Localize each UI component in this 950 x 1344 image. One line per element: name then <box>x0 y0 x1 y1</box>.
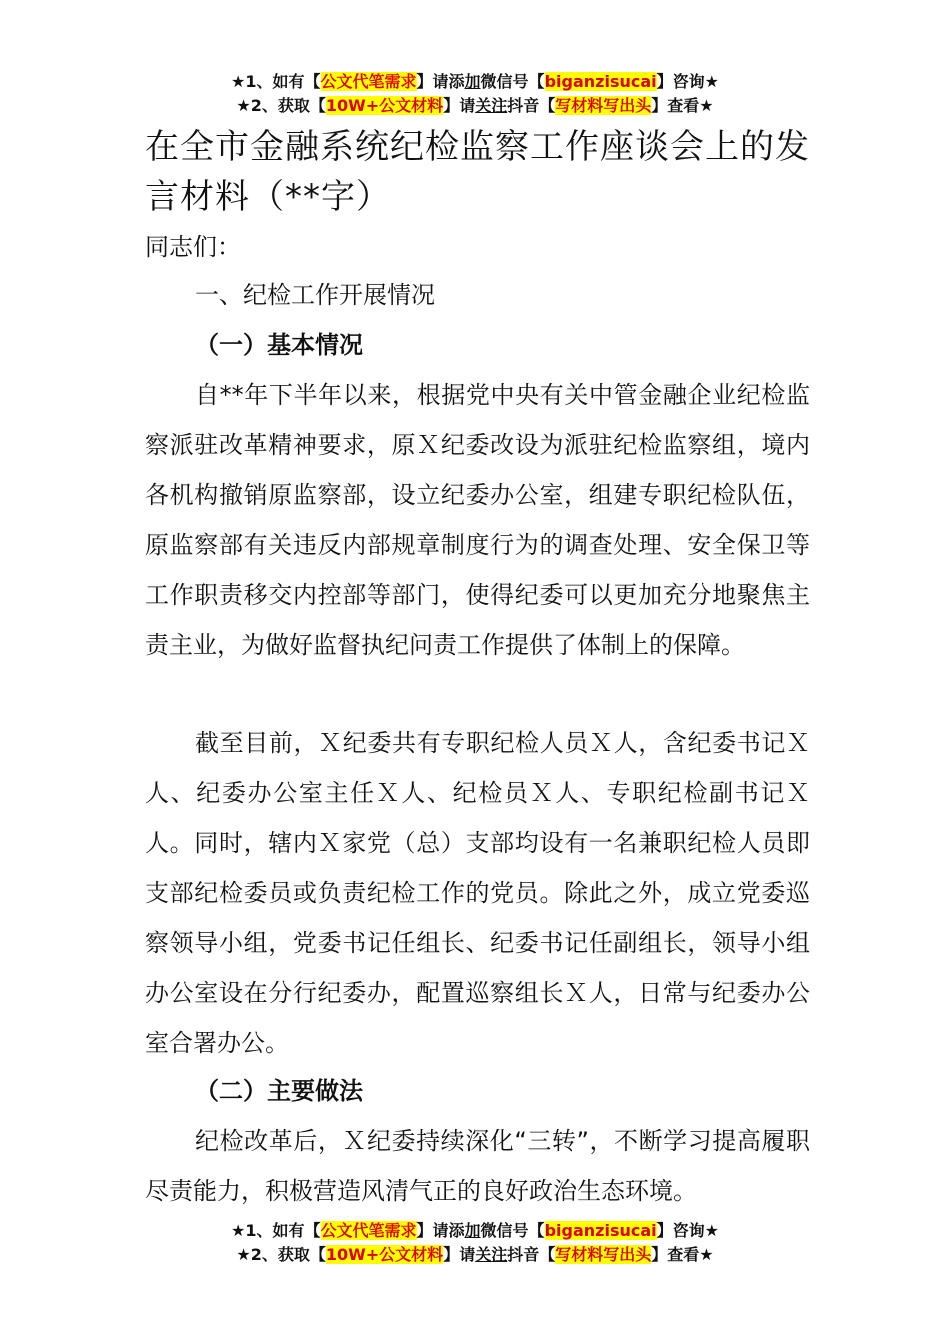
banner-text: ★2、获取【 <box>236 1245 326 1264</box>
subsection-heading-1: （一）基本情况 <box>195 331 363 359</box>
salutation: 同志们： <box>145 233 241 261</box>
highlight-text: biganzisucai <box>544 1221 657 1240</box>
banner-text: 】请添 <box>416 72 465 91</box>
section-heading-1: 一、纪检工作开展情况 <box>195 281 435 309</box>
highlight-text: 写材料写出头 <box>555 96 652 115</box>
underlined-text: 加 <box>464 1221 481 1240</box>
highlight-text: 10W+公文材料 <box>325 1245 444 1264</box>
banner-text: 】请 <box>443 96 476 115</box>
banner-line-1 <box>0 1219 950 1243</box>
underlined-text: 加 <box>464 72 481 91</box>
banner-text: ★1、如有【 <box>231 1221 321 1240</box>
banner-line-2 <box>0 94 950 118</box>
paragraph-2: 截至目前，Ｘ纪委共有专职纪检人员Ｘ人，含纪委书记Ｘ人、纪委办公室主任Ｘ人、纪检员Ｘ人、专职纪检副书记Ｘ人。同时，辖内Ｘ家党（总）支部均设有一名兼职纪检人员即支部纪检委员或负责纪检工作的党员。除此之外，成立党委巡察领导小组，党委书记任组长、纪委书记任副组长，领导小组办公室设在分行纪委办，配置巡察组长Ｘ人，日常与纪委办公室合署办公。 <box>145 729 810 1057</box>
highlight-text: 公文代笔需求 <box>320 1221 417 1240</box>
banner-text: 抖音【 <box>507 1245 556 1264</box>
banner-text: 】请 <box>443 1245 476 1264</box>
subsection-heading-2: （二）主要做法 <box>195 1077 363 1105</box>
banner-line-1 <box>0 70 950 94</box>
highlight-text: 公文代笔需求 <box>320 72 417 91</box>
banner-text: 】查看★ <box>651 1245 714 1264</box>
banner-text: 微信号【 <box>480 72 545 91</box>
top-banner <box>0 70 950 118</box>
highlight-text: biganzisucai <box>544 72 657 91</box>
banner-text: 微信号【 <box>480 1221 545 1240</box>
banner-text: 】查看★ <box>651 96 714 115</box>
bottom-banner <box>0 1219 950 1267</box>
banner-text: ★2、获取【 <box>236 96 326 115</box>
underlined-text: 关注 <box>475 1245 508 1264</box>
banner-line-2 <box>0 1243 950 1267</box>
document-title: 在全市金融系统纪检监察工作座谈会上的发言材料（**字） <box>145 127 810 217</box>
banner-text: ★1、如有【 <box>231 72 321 91</box>
underlined-text: 关注 <box>475 96 508 115</box>
banner-text: 】咨询★ <box>656 72 719 91</box>
highlight-text: 10W+公文材料 <box>325 96 444 115</box>
banner-text: 抖音【 <box>507 96 556 115</box>
paragraph-3: 纪检改革后，Ｘ纪委持续深化“三转”，不断学习提高履职尽责能力，积极营造风清气正的良好政治生态环境。 <box>145 1127 810 1205</box>
banner-text: 】咨询★ <box>656 1221 719 1240</box>
banner-text: 】请添 <box>416 1221 465 1240</box>
paragraph-1: 自**年下半年以来，根据党中央有关中管金融企业纪检监察派驻改革精神要求，原Ｘ纪委改设为派驻纪检监察组，境内各机构撤销原监察部，设立纪委办公室，组建专职纪检队伍，原监察部有关违反内部规章制度行为的调查处理、安全保卫等工作职责移交内控部等部门，使得纪委可以更加充分地聚焦主责主业，为做好监督执纪问责工作提供了体制上的保障。 <box>145 381 810 659</box>
highlight-text: 写材料写出头 <box>555 1245 652 1264</box>
